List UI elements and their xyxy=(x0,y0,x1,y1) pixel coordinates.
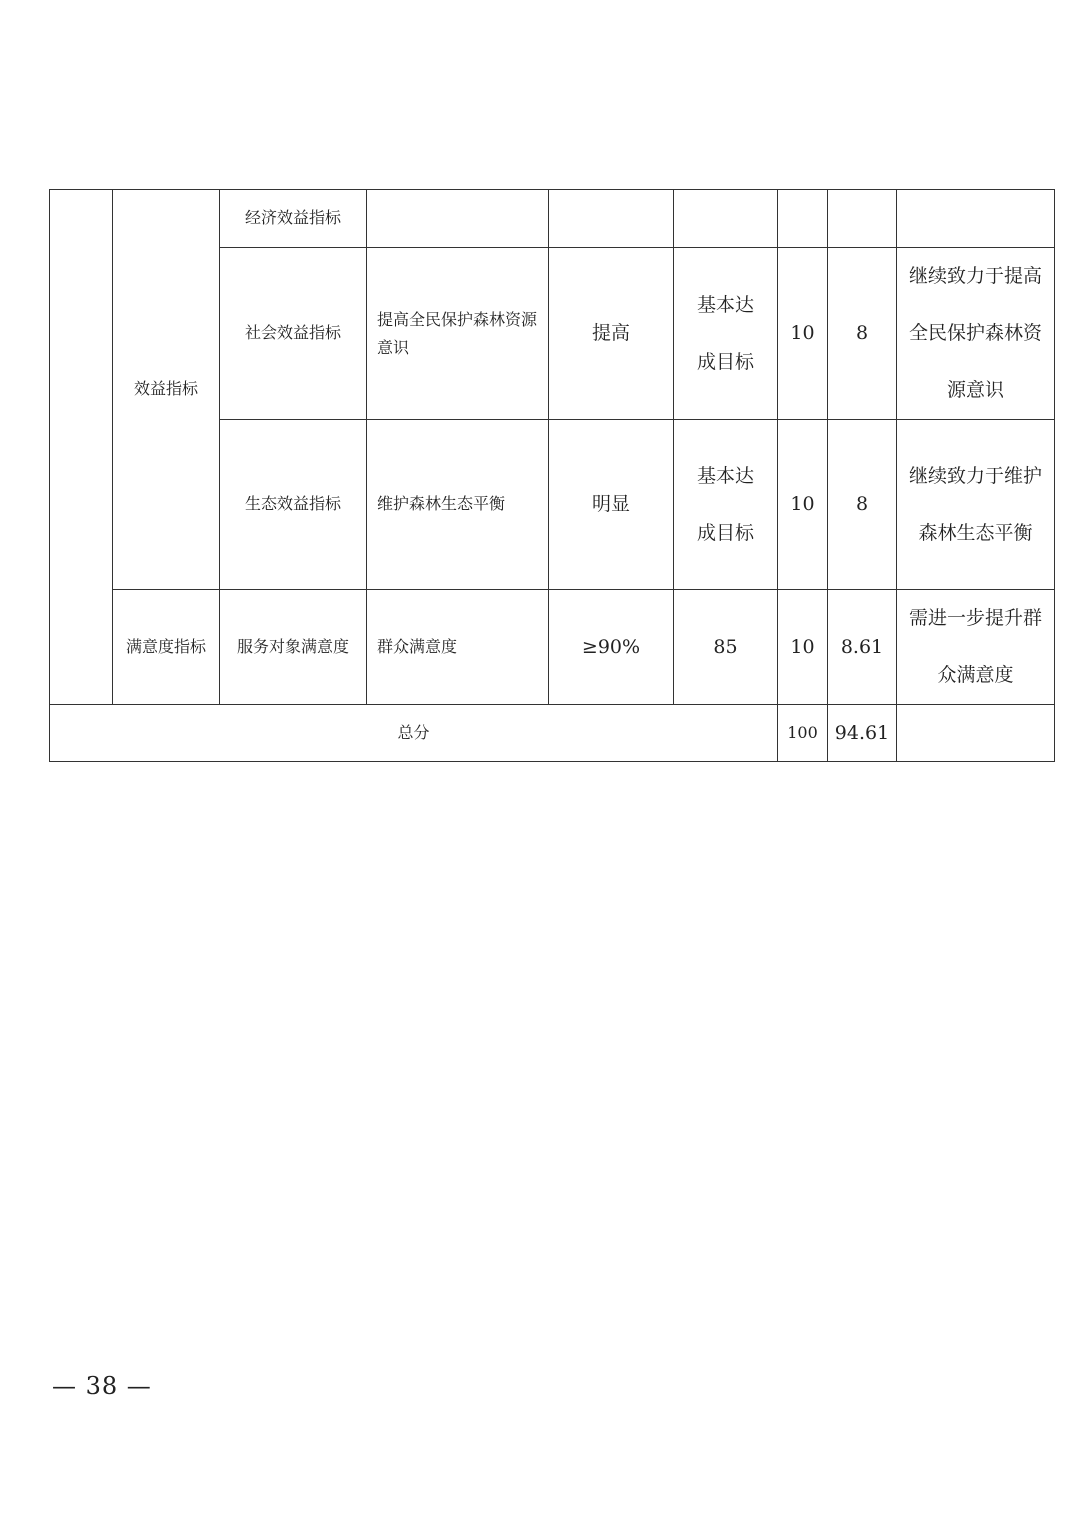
score-cell: 8 xyxy=(828,248,897,420)
score-cell: 8.61 xyxy=(828,590,897,705)
performance-table xyxy=(49,189,1055,762)
remark-cell: 继续致力于维护森林生态平衡 xyxy=(897,420,1055,590)
score-cell xyxy=(828,190,897,248)
remark-cell: 需进一步提升群众满意度 xyxy=(897,590,1055,705)
indicator-cell: 生态效益指标 xyxy=(220,420,367,590)
page-number: — 38 — xyxy=(52,1372,152,1400)
content-cell: 维护森林生态平衡 xyxy=(367,420,549,590)
target-cell: ≥90% xyxy=(549,590,674,705)
total-remark-cell xyxy=(897,705,1055,762)
actual-cell xyxy=(674,190,778,248)
level1-cell xyxy=(50,190,113,705)
weight-cell: 10 xyxy=(778,420,828,590)
actual-cell: 基本达成目标 xyxy=(674,420,778,590)
table-row-total xyxy=(50,705,1055,762)
weight-cell: 10 xyxy=(778,590,828,705)
content-cell: 群众满意度 xyxy=(367,590,549,705)
total-score-cell: 94.61 xyxy=(828,705,897,762)
table-row-service xyxy=(50,590,1055,705)
indicator-cell: 经济效益指标 xyxy=(220,190,367,248)
content-cell: 提高全民保护森林资源意识 xyxy=(367,248,549,420)
actual-cell: 85 xyxy=(674,590,778,705)
table-row-economic xyxy=(50,190,1055,248)
remark-cell xyxy=(897,190,1055,248)
total-weight-cell: 100 xyxy=(778,705,828,762)
score-cell: 8 xyxy=(828,420,897,590)
indicator-cell: 社会效益指标 xyxy=(220,248,367,420)
weight-cell xyxy=(778,190,828,248)
target-cell: 提高 xyxy=(549,248,674,420)
category-cell-benefit: 效益指标 xyxy=(113,190,220,590)
weight-cell: 10 xyxy=(778,248,828,420)
content-cell xyxy=(367,190,549,248)
remark-cell: 继续致力于提高全民保护森林资源意识 xyxy=(897,248,1055,420)
actual-cell: 基本达成目标 xyxy=(674,248,778,420)
target-cell: 明显 xyxy=(549,420,674,590)
total-label-cell: 总分 xyxy=(50,705,778,762)
indicator-cell: 服务对象满意度 xyxy=(220,590,367,705)
target-cell xyxy=(549,190,674,248)
category-cell-satisfaction: 满意度指标 xyxy=(113,590,220,705)
